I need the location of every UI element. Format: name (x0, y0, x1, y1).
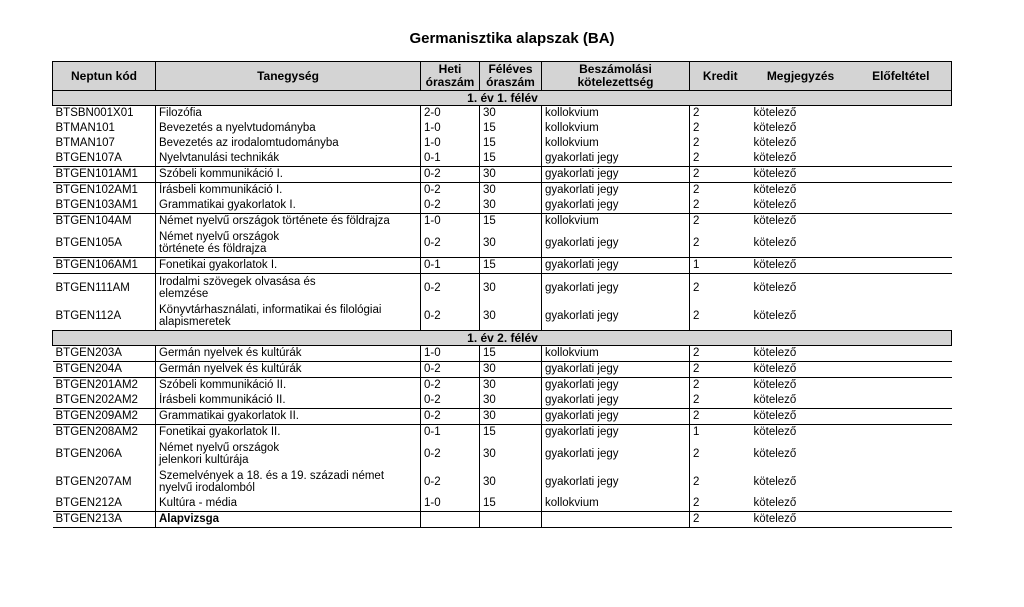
curriculum-table (52, 61, 952, 528)
cell-assessment: kollokvium (542, 496, 690, 512)
cell-note: kötelező (753, 152, 797, 164)
cell-code: BTGEN102AM1 (53, 183, 156, 199)
semester-label: 1. év 2. félév (53, 331, 952, 346)
cell-note: kötelező (751, 378, 851, 394)
cell-note: kötelező (753, 107, 797, 119)
cell-note: kötelező (751, 183, 851, 199)
cell-credit: 2 (690, 151, 751, 167)
cell-weekly-hours: 0-1 (421, 425, 480, 441)
cell-weekly-hours: 0-2 (421, 302, 480, 331)
cell-subject: Irodalmi szövegek olvasása és elemzése (156, 274, 421, 303)
table-row (53, 468, 952, 496)
cell-prerequisite (851, 183, 952, 199)
cell-prerequisite (851, 512, 952, 528)
cell-assessment: kollokvium (542, 214, 690, 230)
cell-weekly-hours: 0-1 (421, 151, 480, 167)
cell-credit: 2 (690, 362, 751, 378)
cell-weekly-hours: 0-1 (421, 258, 480, 274)
cell-subject: Írásbeli kommunikáció II. (156, 393, 421, 409)
table-row (53, 512, 952, 528)
cell-code: BTGEN212A (55, 497, 122, 509)
semester-row (53, 331, 952, 346)
table-row (53, 362, 952, 378)
cell-credit: 2 (690, 393, 751, 409)
cell-assessment (542, 512, 690, 528)
cell-semester-hours: 30 (480, 378, 542, 394)
cell-code: BTGEN106AM1 (53, 258, 156, 274)
cell-semester-hours: 15 (480, 346, 542, 362)
cell-credit: 2 (690, 496, 751, 512)
cell-code: BTGEN101AM1 (53, 167, 156, 183)
header-note: Megjegyzés (751, 62, 851, 91)
cell-assessment: gyakorlati jegy (542, 378, 690, 394)
table-row (53, 393, 952, 409)
table-row (53, 167, 952, 183)
cell-subject: Fonetikai gyakorlatok I. (156, 258, 421, 274)
cell-code: BTGEN104AM (53, 214, 156, 230)
cell-note: kötelező (751, 274, 851, 303)
cell-assessment: gyakorlati jegy (542, 425, 690, 441)
cell-semester-hours: 30 (480, 440, 542, 468)
header-code: Neptun kód (53, 62, 156, 91)
cell-prerequisite (851, 393, 952, 409)
cell-subject: Szemelvények a 18. és a 19. századi német nyelvű irodalomból (156, 468, 421, 496)
cell-subject: Német nyelvű országok története és földrajza (156, 214, 421, 230)
cell-subject: Filozófia (156, 106, 421, 122)
cell-credit: 2 (690, 106, 751, 122)
cell-prerequisite (851, 167, 952, 183)
cell-code: BTGEN209AM2 (53, 409, 156, 425)
semester-label: 1. év 1. félév (53, 91, 952, 106)
cell-credit: 2 (690, 198, 751, 214)
cell-prerequisite (851, 302, 952, 331)
cell-assessment: kollokvium (542, 121, 690, 136)
cell-code: BTGEN103AM1 (55, 199, 138, 211)
cell-code: BTGEN204A (53, 362, 156, 378)
cell-code: BTGEN206A (55, 447, 122, 460)
cell-weekly-hours: 1-0 (421, 121, 480, 136)
cell-semester-hours: 15 (480, 214, 542, 230)
cell-subject: Alapvizsga (156, 512, 421, 528)
cell-weekly-hours: 1-0 (421, 214, 480, 230)
cell-prerequisite (851, 106, 952, 122)
table-row (53, 151, 952, 167)
cell-code: BTGEN207AM (55, 475, 132, 488)
table-row (53, 229, 952, 258)
cell-semester-hours: 15 (480, 136, 542, 151)
cell-code: BTMAN101 (55, 122, 115, 134)
cell-credit: 1 (690, 258, 751, 274)
cell-assessment: gyakorlati jegy (542, 393, 690, 409)
cell-assessment: gyakorlati jegy (542, 274, 690, 303)
cell-note: kötelező (753, 475, 797, 488)
cell-prerequisite (851, 136, 952, 151)
cell-semester-hours: 30 (480, 393, 542, 409)
table-row (53, 378, 952, 394)
cell-subject: Bevezetés az irodalomtudományba (156, 136, 421, 151)
cell-assessment: gyakorlati jegy (542, 151, 690, 167)
table-row (53, 440, 952, 468)
cell-semester-hours: 30 (480, 106, 542, 122)
cell-code: BTGEN105A (55, 236, 122, 249)
table-row (53, 346, 952, 362)
cell-assessment: gyakorlati jegy (542, 362, 690, 378)
cell-credit: 2 (690, 136, 751, 151)
cell-weekly-hours: 0-2 (421, 167, 480, 183)
cell-subject: Nyelvtanulási technikák (156, 151, 421, 167)
cell-weekly-hours: 0-2 (421, 274, 480, 303)
cell-semester-hours: 30 (480, 302, 542, 331)
table-row (53, 198, 952, 214)
cell-credit: 2 (690, 468, 751, 496)
cell-credit: 2 (690, 512, 751, 528)
cell-weekly-hours: 0-2 (421, 440, 480, 468)
cell-subject: Kultúra - média (156, 496, 421, 512)
cell-note: kötelező (753, 497, 797, 509)
cell-assessment: gyakorlati jegy (542, 409, 690, 425)
cell-code: BTGEN201AM2 (53, 378, 156, 394)
table-row (53, 183, 952, 199)
cell-weekly-hours: 1-0 (421, 496, 480, 512)
cell-weekly-hours: 0-2 (421, 393, 480, 409)
cell-note: kötelező (753, 394, 797, 406)
table-row (53, 409, 952, 425)
cell-credit: 2 (690, 121, 751, 136)
cell-semester-hours: 15 (480, 258, 542, 274)
cell-weekly-hours: 1-0 (421, 346, 480, 362)
cell-prerequisite (851, 198, 952, 214)
cell-credit: 2 (690, 409, 751, 425)
cell-assessment: gyakorlati jegy (542, 229, 690, 258)
cell-subject: Német nyelvű országok jelenkori kultúrája (156, 440, 421, 468)
cell-prerequisite (851, 121, 952, 136)
cell-prerequisite (851, 229, 952, 258)
cell-semester-hours: 30 (480, 198, 542, 214)
cell-weekly-hours: 0-2 (421, 183, 480, 199)
cell-semester-hours: 30 (480, 409, 542, 425)
cell-prerequisite (851, 258, 952, 274)
cell-credit: 2 (690, 183, 751, 199)
header-assessment: Beszámolási kötelezettség (542, 62, 690, 91)
cell-assessment: gyakorlati jegy (542, 183, 690, 199)
table-row (53, 274, 952, 303)
cell-prerequisite (851, 425, 952, 441)
cell-credit: 2 (690, 274, 751, 303)
cell-semester-hours: 15 (480, 496, 542, 512)
cell-prerequisite (851, 362, 952, 378)
cell-subject: Grammatikai gyakorlatok I. (156, 198, 421, 214)
cell-subject: Fonetikai gyakorlatok II. (156, 425, 421, 441)
cell-semester-hours: 30 (480, 468, 542, 496)
table-row (53, 302, 952, 331)
cell-code: BTGEN111AM (53, 274, 156, 303)
table-row (53, 425, 952, 441)
cell-subject: Germán nyelvek és kultúrák (156, 362, 421, 378)
cell-assessment: gyakorlati jegy (542, 302, 690, 331)
table-row (53, 214, 952, 230)
cell-prerequisite (851, 378, 952, 394)
cell-note: kötelező (751, 409, 851, 425)
table-header-row (53, 62, 952, 91)
cell-assessment: gyakorlati jegy (542, 468, 690, 496)
cell-prerequisite (851, 409, 952, 425)
cell-assessment: gyakorlati jegy (542, 440, 690, 468)
cell-credit: 2 (690, 346, 751, 362)
cell-assessment: kollokvium (542, 346, 690, 362)
cell-note: kötelező (751, 167, 851, 183)
cell-subject: Germán nyelvek és kultúrák (156, 346, 421, 362)
cell-subject: Szóbeli kommunikáció II. (156, 378, 421, 394)
cell-code: BTGEN202AM2 (55, 394, 138, 406)
cell-credit: 2 (690, 378, 751, 394)
cell-semester-hours (480, 512, 542, 528)
cell-weekly-hours: 0-2 (421, 409, 480, 425)
cell-semester-hours: 15 (480, 121, 542, 136)
table-row (53, 121, 952, 136)
cell-note: kötelező (751, 512, 851, 528)
cell-note: kötelező (753, 199, 797, 211)
page-title: Germanisztika alapszak (BA) (409, 30, 615, 47)
cell-assessment: kollokvium (542, 106, 690, 122)
cell-credit: 1 (690, 425, 751, 441)
cell-prerequisite (851, 496, 952, 512)
cell-credit: 2 (690, 229, 751, 258)
cell-semester-hours: 30 (480, 274, 542, 303)
cell-prerequisite (851, 151, 952, 167)
cell-credit: 2 (690, 302, 751, 331)
cell-semester-hours: 15 (480, 425, 542, 441)
cell-code: BTGEN213A (53, 512, 156, 528)
cell-code: BTGEN203A (55, 347, 122, 359)
cell-assessment: kollokvium (542, 136, 690, 151)
cell-note: kötelező (751, 425, 851, 441)
cell-note: kötelező (753, 309, 797, 322)
cell-prerequisite (851, 274, 952, 303)
header-semester-hours: Féléves óraszám (480, 62, 542, 91)
table-row (53, 496, 952, 512)
cell-subject: Írásbeli kommunikáció I. (156, 183, 421, 199)
cell-assessment: gyakorlati jegy (542, 167, 690, 183)
cell-subject: Könyvtárhasználati, informatikai és filológiai alapismeretek (156, 302, 421, 331)
cell-code: BTGEN112A (55, 309, 122, 322)
cell-code: BTMAN107 (55, 137, 115, 149)
header-weekly-hours: Heti óraszám (421, 62, 480, 91)
cell-note: kötelező (751, 258, 851, 274)
cell-prerequisite (851, 346, 952, 362)
cell-credit: 2 (690, 167, 751, 183)
cell-semester-hours: 15 (480, 151, 542, 167)
cell-credit: 2 (690, 214, 751, 230)
cell-weekly-hours: 0-2 (421, 198, 480, 214)
header-subject: Tanegység (156, 62, 421, 91)
cell-weekly-hours: 1-0 (421, 136, 480, 151)
cell-note: kötelező (751, 214, 851, 230)
cell-semester-hours: 30 (480, 362, 542, 378)
cell-weekly-hours: 0-2 (421, 362, 480, 378)
cell-semester-hours: 30 (480, 167, 542, 183)
cell-assessment: gyakorlati jegy (542, 258, 690, 274)
cell-code: BTSBN001X01 (55, 107, 134, 119)
cell-subject: Grammatikai gyakorlatok II. (156, 409, 421, 425)
cell-semester-hours: 30 (480, 229, 542, 258)
semester-row (53, 91, 952, 106)
header-prerequisite: Előfeltétel (851, 62, 952, 91)
cell-weekly-hours (421, 512, 480, 528)
table-row (53, 106, 952, 122)
cell-note: kötelező (753, 347, 797, 359)
cell-prerequisite (851, 468, 952, 496)
cell-weekly-hours: 2-0 (421, 106, 480, 122)
cell-subject: Bevezetés a nyelvtudományba (156, 121, 421, 136)
cell-code: BTGEN208AM2 (53, 425, 156, 441)
table-row (53, 136, 952, 151)
cell-weekly-hours: 0-2 (421, 378, 480, 394)
table-row (53, 258, 952, 274)
cell-weekly-hours: 0-2 (421, 468, 480, 496)
cell-note: kötelező (753, 447, 797, 460)
cell-prerequisite (851, 440, 952, 468)
cell-credit: 2 (690, 440, 751, 468)
cell-subject: Német nyelvű országok története és földrajza (156, 229, 421, 258)
cell-subject: Szóbeli kommunikáció I. (156, 167, 421, 183)
cell-note: kötelező (753, 137, 797, 149)
cell-note: kötelező (753, 122, 797, 134)
header-credit: Kredit (690, 62, 751, 91)
cell-semester-hours: 30 (480, 183, 542, 199)
cell-code: BTGEN107A (55, 152, 122, 164)
cell-note: kötelező (751, 362, 851, 378)
cell-assessment: gyakorlati jegy (542, 198, 690, 214)
cell-note: kötelező (753, 236, 797, 249)
cell-prerequisite (851, 214, 952, 230)
cell-weekly-hours: 0-2 (421, 229, 480, 258)
